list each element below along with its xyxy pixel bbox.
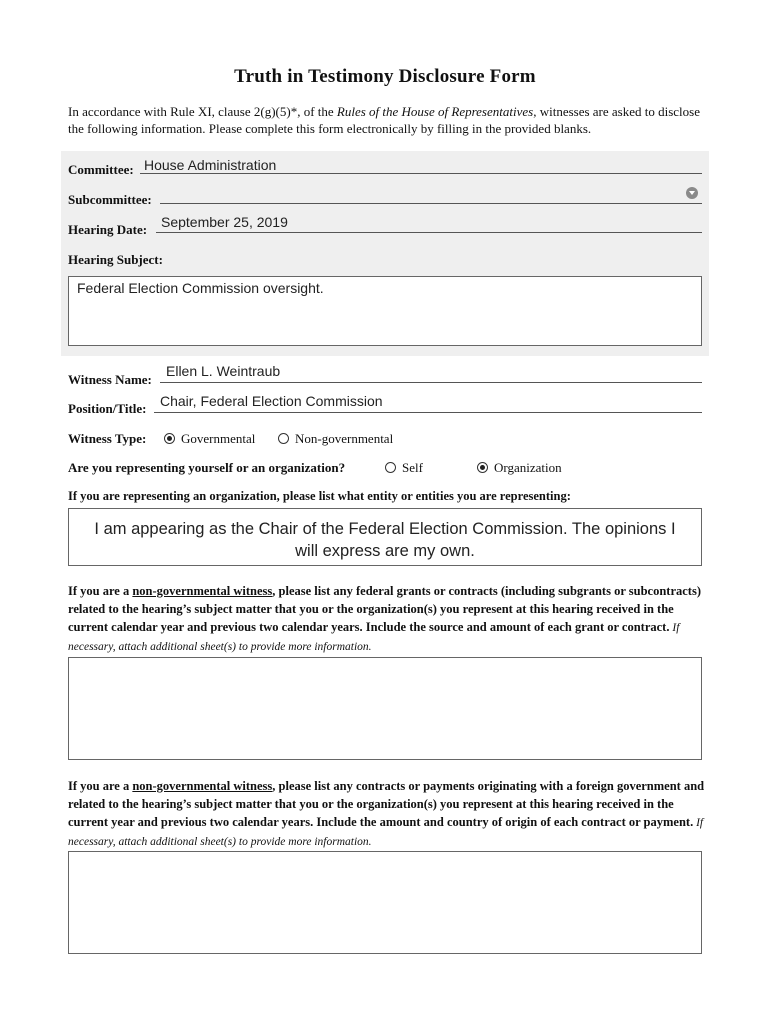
committee-field[interactable] <box>140 154 702 176</box>
form-title: Truth in Testimony Disclosure Form <box>234 66 536 87</box>
nongovernmental-option-label: Non-governmental <box>295 431 394 446</box>
witness-type-label: Witness Type: <box>68 431 147 446</box>
entity-value: I am appearing as the Chair of the Federal Election Commission. The opinions I will express are my own. <box>94 520 676 560</box>
subcommittee-dropdown[interactable] <box>160 184 702 206</box>
radio-unselected-icon[interactable] <box>278 433 289 444</box>
representing-question-label: Are you representing yourself or an organization? <box>68 460 346 475</box>
federal-grants-textarea[interactable] <box>68 657 702 760</box>
position-title-field[interactable] <box>154 392 702 414</box>
q2-nongov-term: non-governmental witness <box>132 779 273 793</box>
hearing-date-value: September 25, 2019 <box>161 214 288 230</box>
intro-text-1: In accordance with Rule XI, clause 2(g)(5)*, of the <box>68 104 337 119</box>
entity-question-label: If you are representing an organization, please list what entity or entities you are representing: <box>68 489 571 503</box>
radio-selected-icon[interactable] <box>477 462 488 473</box>
intro-paragraph <box>68 103 708 137</box>
witness-name-value: Ellen L. Weintraub <box>166 363 281 379</box>
committee-value: House Administration <box>144 157 277 173</box>
radio-unselected-icon[interactable] <box>385 462 396 473</box>
witness-name-underline <box>160 382 702 383</box>
hearing-date-underline <box>156 232 702 233</box>
witness-name-field[interactable] <box>160 362 702 384</box>
foreign-payments-question <box>68 777 708 851</box>
federal-grants-question <box>68 582 708 656</box>
q1-nongov-term: non-governmental witness <box>132 584 273 598</box>
subcommittee-label: Subcommittee: <box>68 192 152 207</box>
committee-underline <box>140 173 702 174</box>
chevron-down-icon[interactable] <box>686 187 698 199</box>
q1-note: If necessary, attach additional sheet(s) to provide more information. <box>68 622 680 653</box>
position-title-label: Position/Title: <box>68 401 147 416</box>
witness-type-governmental-radio[interactable] <box>164 431 255 447</box>
organization-option-label: Organization <box>494 460 562 475</box>
intro-text-2: , witnesses are asked to disclose the following information. Please complete this form electronically by filling in the provided blanks. <box>68 104 700 136</box>
self-option-label: Self <box>402 460 423 475</box>
hearing-date-field[interactable] <box>156 212 702 234</box>
subcommittee-underline <box>160 203 702 204</box>
q2-note: If necessary, attach additional sheet(s) to provide more information. <box>68 817 704 848</box>
committee-label: Committee: <box>68 162 134 177</box>
hearing-date-label: Hearing Date: <box>68 222 148 237</box>
foreign-payments-textarea[interactable] <box>68 851 702 954</box>
entity-textarea[interactable] <box>68 508 702 566</box>
witness-type-nongovernmental-radio[interactable] <box>278 431 393 447</box>
radio-selected-icon[interactable] <box>164 433 175 444</box>
hearing-subject-textarea[interactable] <box>68 276 702 346</box>
hearing-subject-label: Hearing Subject: <box>68 252 163 267</box>
q2-body: , please list any contracts or payments originating with a foreign government and related to the hearing’s subject matter that you or the organization(s) you represent at this hearing received in the current year and previous two calendar years. Include the amount and country of origin of each contract or payment. <box>68 779 705 829</box>
q1-body: , please list any federal grants or contracts (including subgrants or subcontracts) related to the hearing’s subject matter that you or the organization(s) you represent at this hearing received in the current calendar year and previous two calendar years. Include the source and amount of each grant or contract. <box>68 584 701 634</box>
witness-name-label: Witness Name: <box>68 372 152 387</box>
representing-self-radio[interactable] <box>385 460 423 476</box>
q2-prefix: If you are a <box>68 779 133 793</box>
representing-organization-radio[interactable] <box>477 460 562 476</box>
position-title-value: Chair, Federal Election Commission <box>160 393 383 409</box>
q1-prefix: If you are a <box>68 584 133 598</box>
hearing-subject-value: Federal Election Commission oversight. <box>77 280 324 296</box>
governmental-option-label: Governmental <box>181 431 256 446</box>
position-title-underline <box>154 412 702 413</box>
intro-rules-title: Rules of the House of Representatives <box>336 104 534 119</box>
